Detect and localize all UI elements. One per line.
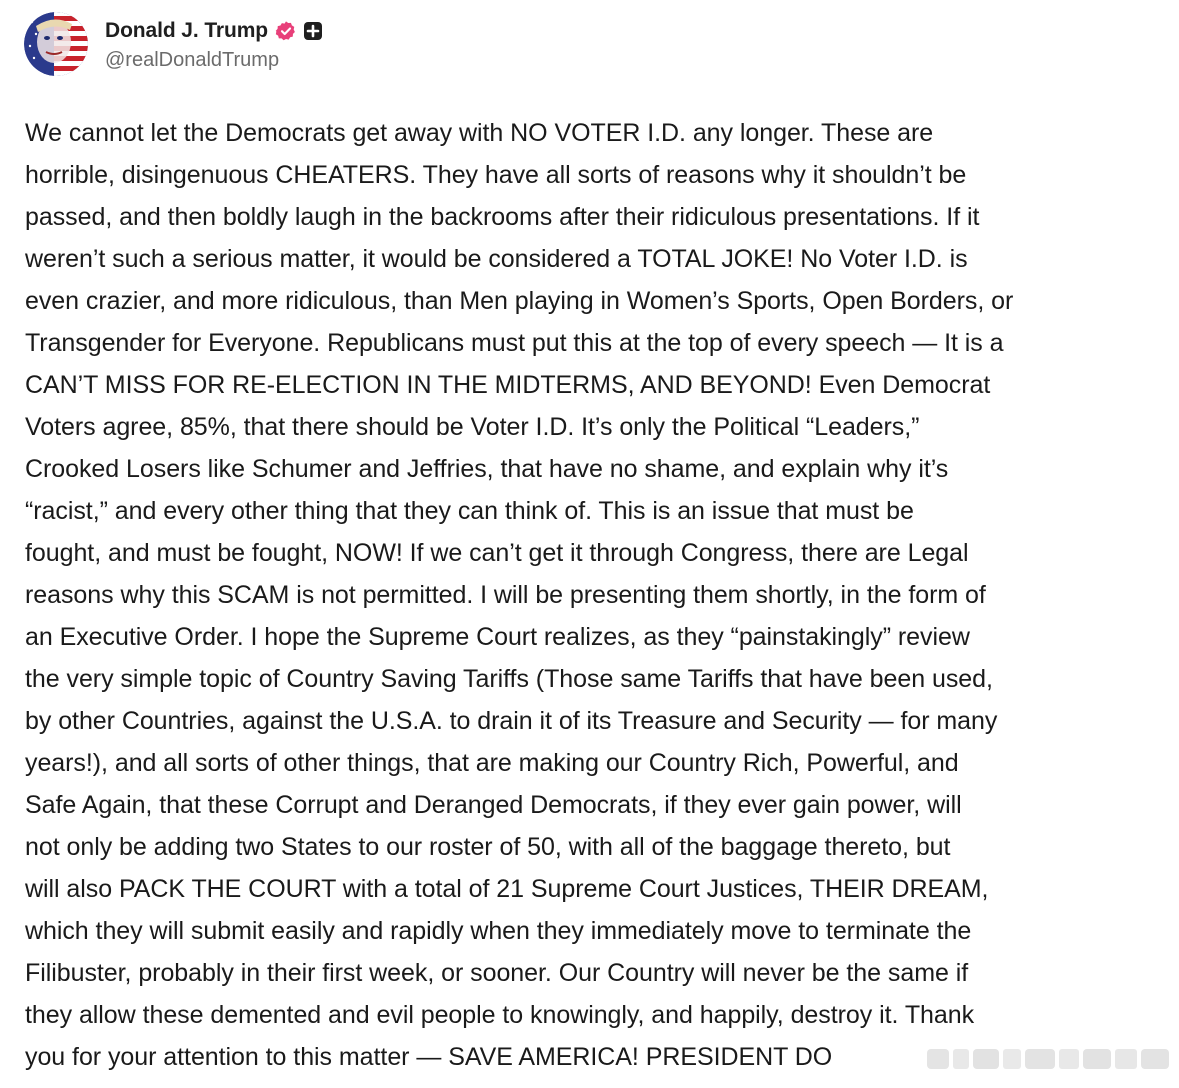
post-line: an Executive Order. I hope the Supreme Court realizes, as they “painstakingly” review (25, 623, 970, 651)
post-line: which they will submit easily and rapidly when they immediately move to terminate the (25, 917, 972, 945)
post-line: will also PACK THE COURT with a total of 21 Supreme Court Justices, THEIR DREAM, (25, 875, 989, 903)
post-line: We cannot let the Democrats get away with NO VOTER I.D. any longer. These are (25, 119, 934, 147)
post-line: Crooked Losers like Schumer and Jeffries, that have no shame, and explain why it’s (25, 455, 949, 483)
post-line: reasons why this SCAM is not permitted. I will be presenting them shortly, in the form of (25, 581, 986, 609)
post-line: horrible, disingenuous CHEATERS. They have all sorts of reasons why it shouldn’t be (25, 161, 967, 189)
post-line: Voters agree, 85%, that there should be Voter I.D. It’s only the Political “Leaders,” (25, 413, 920, 441)
display-name[interactable]: Donald J. Trump (105, 19, 269, 42)
plus-badge-icon (303, 21, 323, 41)
watermark-icon (927, 1046, 1172, 1072)
post-line: years!), and all sorts of other things, that are making our Country Rich, Powerful, and (25, 749, 959, 777)
verified-badge-icon (275, 20, 297, 42)
avatar[interactable] (24, 12, 88, 76)
author-handle[interactable]: @realDonaldTrump (105, 49, 280, 71)
post-line: fought, and must be fought, NOW! If we can’t get it through Congress, there are Legal (25, 539, 969, 567)
post-body (25, 112, 1165, 1078)
post-line: weren’t such a serious matter, it would be considered a TOTAL JOKE! No Voter I.D. is (25, 245, 968, 273)
post-line: passed, and then boldly laugh in the backrooms after their ridiculous presentations. If it (25, 203, 980, 231)
post-line: by other Countries, against the U.S.A. to drain it of its Treasure and Security — for many (25, 707, 998, 735)
author-identity (105, 16, 323, 72)
post-line: Transgender for Everyone. Republicans must put this at the top of every speech — It is a (25, 329, 1004, 357)
post-line: “racist,” and every other thing that they can think of. This is an issue that must be (25, 497, 914, 525)
post-header (24, 12, 323, 76)
post-line: they allow these demented and evil people to knowingly, and happily, destroy it. Thank (25, 1001, 975, 1029)
post-line: CAN’T MISS FOR RE-ELECTION IN THE MIDTERMS, AND BEYOND! Even Democrat (25, 371, 991, 399)
post-line: even crazier, and more ridiculous, than Men playing in Women’s Sports, Open Borders, or (25, 287, 1014, 315)
name-row (105, 16, 323, 46)
post-line: you for your attention to this matter — SAVE AMERICA! PRESIDENT DO (25, 1043, 833, 1071)
post-line: Safe Again, that these Corrupt and Deranged Democrats, if they ever gain power, will (25, 791, 962, 819)
post-line: the very simple topic of Country Saving Tariffs (Those same Tariffs that have been used, (25, 665, 993, 693)
post-line: not only be adding two States to our roster of 50, with all of the baggage thereto, but (25, 833, 951, 861)
post-line: Filibuster, probably in their first week, or sooner. Our Country will never be the same if (25, 959, 969, 987)
